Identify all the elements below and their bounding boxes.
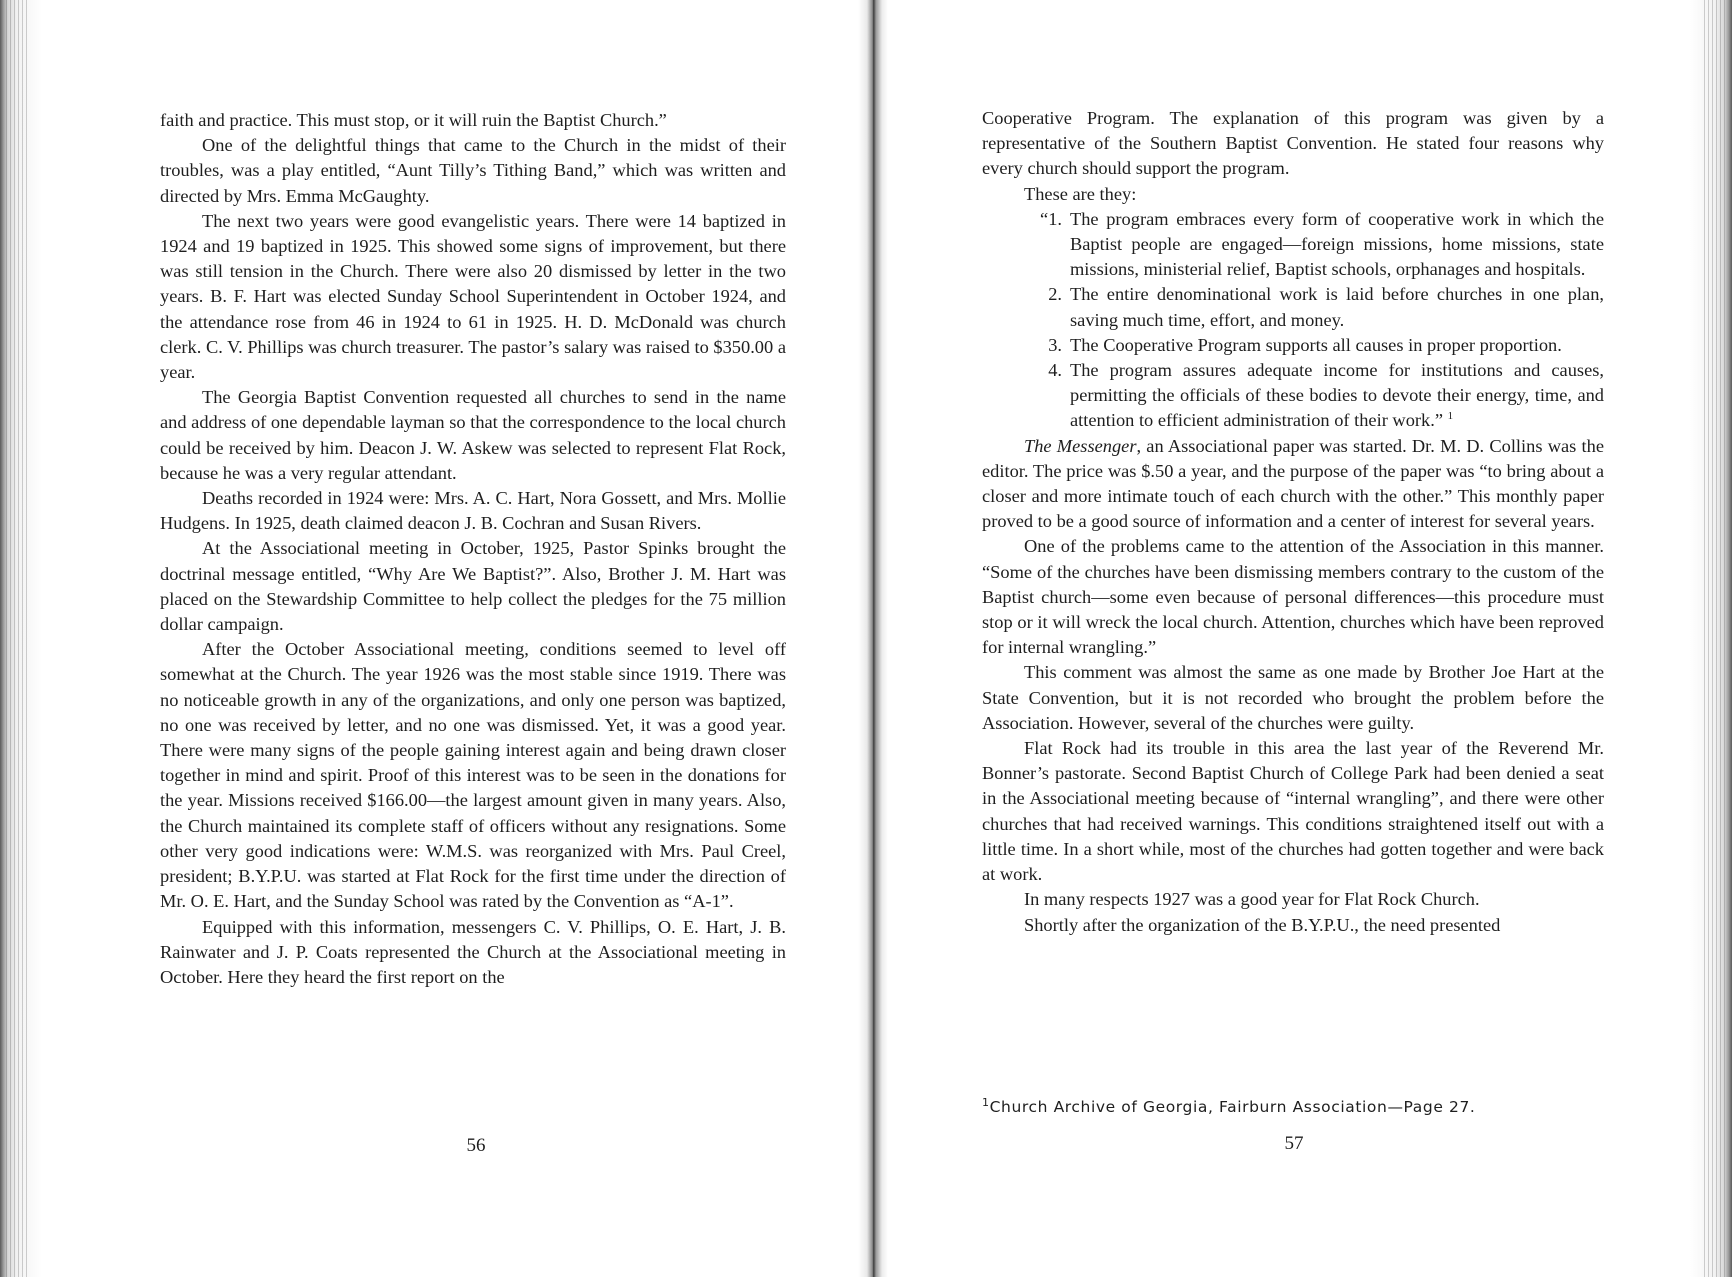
list-item <box>1048 333 1604 358</box>
paragraph: faith and practice. This must stop, or it will ruin the Baptist Church.” <box>160 110 667 130</box>
reasons-list <box>982 207 1604 434</box>
paragraph: Flat Rock had its trouble in this area the last year of the Reverend Mr. Bonner’s pastorate. Second Baptist Church of College Park had been denied a seat in the Associational meeting because of “internal wrangling”, and there were other churches that had received warnings. This conditions straightened itself out with a little time. In a short while, most of the churches had gotten together and were back at work. <box>982 738 1604 885</box>
paragraph: Equipped with this information, messengers C. V. Phillips, O. E. Hart, J. B. Rainwater and J. P. Coats represented the Church at the Associational meeting in October. Here they heard the first report on the <box>160 916 786 987</box>
paragraph <box>982 434 1604 535</box>
footnote-reference: 1 <box>1447 410 1454 423</box>
footnote <box>982 1095 1602 1116</box>
paragraph: Cooperative Program. The explanation of this program was given by a representative of the Southern Baptist Convention. He stated four reasons why every church should support the program. <box>982 108 1604 179</box>
list-item <box>1048 358 1604 434</box>
paragraph: After the October Associational meeting, conditions seemed to level off somewhat at the Church. The year 1926 was the most stable since 1919. There was no noticeable growth in any of the organizations, and only one person was baptized, no one was received by letter, and no one was dismissed. Yet, it was a good year. There were many signs of the people gaining interest again and being drawn closer together in mind and spirit. Proof of this interest was to be seen in the donations for the year. Missions received $166.00—the largest amount given in many years. Also, the Church maintained its complete staff of officers without any resignations. Some other very good indications were: W.M.S. was reorganized with Mrs. Paul Creel, president; B.Y.P.U. was started at Flat Rock for the first time under the direction of Mr. O. E. Hart, and the Sunday School was rated by the Convention as “A-1”. <box>160 639 786 912</box>
footnote-marker: 1 <box>982 1095 990 1109</box>
list-item-number: 2. <box>1048 284 1062 305</box>
list-item-text: The entire denominational work is laid before churches in one plan, saving much time, effort, and money. <box>1070 284 1604 330</box>
list-item-number: 4. <box>1048 360 1062 381</box>
list-item <box>1048 282 1604 332</box>
list-item-text: The program assures adequate income for institutions and causes, permitting the officials of these bodies to devote their energy, time, and attention to efficient administration of their work.” <box>1070 360 1604 431</box>
paragraph: Shortly after the organization of the B.Y.P.U., the need presented <box>1024 914 1501 935</box>
right-page <box>888 0 1732 1277</box>
list-item-number: “1. <box>1040 208 1062 229</box>
list-item-text: The program embraces every form of cooperative work in which the Baptist people are engaged—foreign missions, home missions, state missions, ministerial relief, Baptist schools, orphanages and hospitals. <box>1070 208 1604 280</box>
list-lead: These are they: <box>1024 183 1137 204</box>
paragraph: The Georgia Baptist Convention requested all churches to send in the name and address of one dependable layman so that the correspondence to the local church could be received by him. Deacon J. W. Askew was selected to represent Flat Rock, because he was a very regular attendant. <box>160 387 786 483</box>
paragraph: In many respects 1927 was a good year for Flat Rock Church. <box>1024 889 1480 910</box>
paragraph: This comment was almost the same as one made by Brother Joe Hart at the State Convention, but it is not recorded who brought the problem before the Association. However, several of the churches were guilty. <box>982 662 1604 733</box>
right-page-body <box>982 106 1604 938</box>
left-page <box>0 0 858 1277</box>
list-item-text: The Cooperative Program supports all causes in proper proportion. <box>1070 334 1562 355</box>
list-item <box>1040 207 1604 283</box>
paragraph: The next two years were good evangelistic years. There were 14 baptized in 1924 and 19 baptized in 1925. This showed some signs of improvement, but there was still tension in the Church. There were also 20 dismissed by letter in the two years. B. F. Hart was elected Sunday School Superintendent in October 1924, and the attendance rose from 46 in 1924 to 61 in 1925. H. D. McDonald was church clerk. C. V. Phillips was church treasurer. The pastor’s salary was raised to $350.00 a year. <box>160 210 786 383</box>
list-item-number: 3. <box>1048 334 1062 355</box>
page-number: 57 <box>1284 1133 1304 1154</box>
page-number: 56 <box>466 1135 486 1156</box>
footnote-text: Church Archive of Georgia, Fairburn Association—Page 27. <box>989 1098 1476 1116</box>
paragraph: At the Associational meeting in October, 1925, Pastor Spinks brought the doctrinal message entitled, “Why Are We Baptist?”. Also, Brother J. M. Hart was placed on the Stewardship Committee to help collect the pledges for the 75 million dollar campaign. <box>160 538 786 635</box>
book-gutter <box>858 0 888 1277</box>
paragraph: Deaths recorded in 1924 were: Mrs. A. C. Hart, Nora Gossett, and Mrs. Mollie Hudgens. In 1925, death claimed deacon J. B. Cochran and Susan Rivers. <box>160 488 786 534</box>
paragraph-text: , an Associational paper was started. Dr. M. D. Collins was the editor. The price was $.50 a year, and the purpose of the paper was “to bring about a closer and more intimate touch of each church with the other.” This monthly paper proved to be a good source of information and a center of interest for several years. <box>982 435 1604 532</box>
publication-title: The Messenger <box>1024 435 1137 456</box>
paragraph: One of the delightful things that came to the Church in the midst of their troubles, was a play entitled, “Aunt Tilly’s Tithing Band,” which was written and directed by Mrs. Emma McGaughty. <box>160 135 786 206</box>
paragraph: One of the problems came to the attention of the Association in this manner. “Some of the churches have been dismissing members contrary to the custom of the Baptist church—some even because of personal differences—this procedure must stop or it will wreck the local church. Attention, churches which have been reproved for internal wrangling.” <box>982 536 1604 658</box>
left-page-body <box>160 108 786 990</box>
